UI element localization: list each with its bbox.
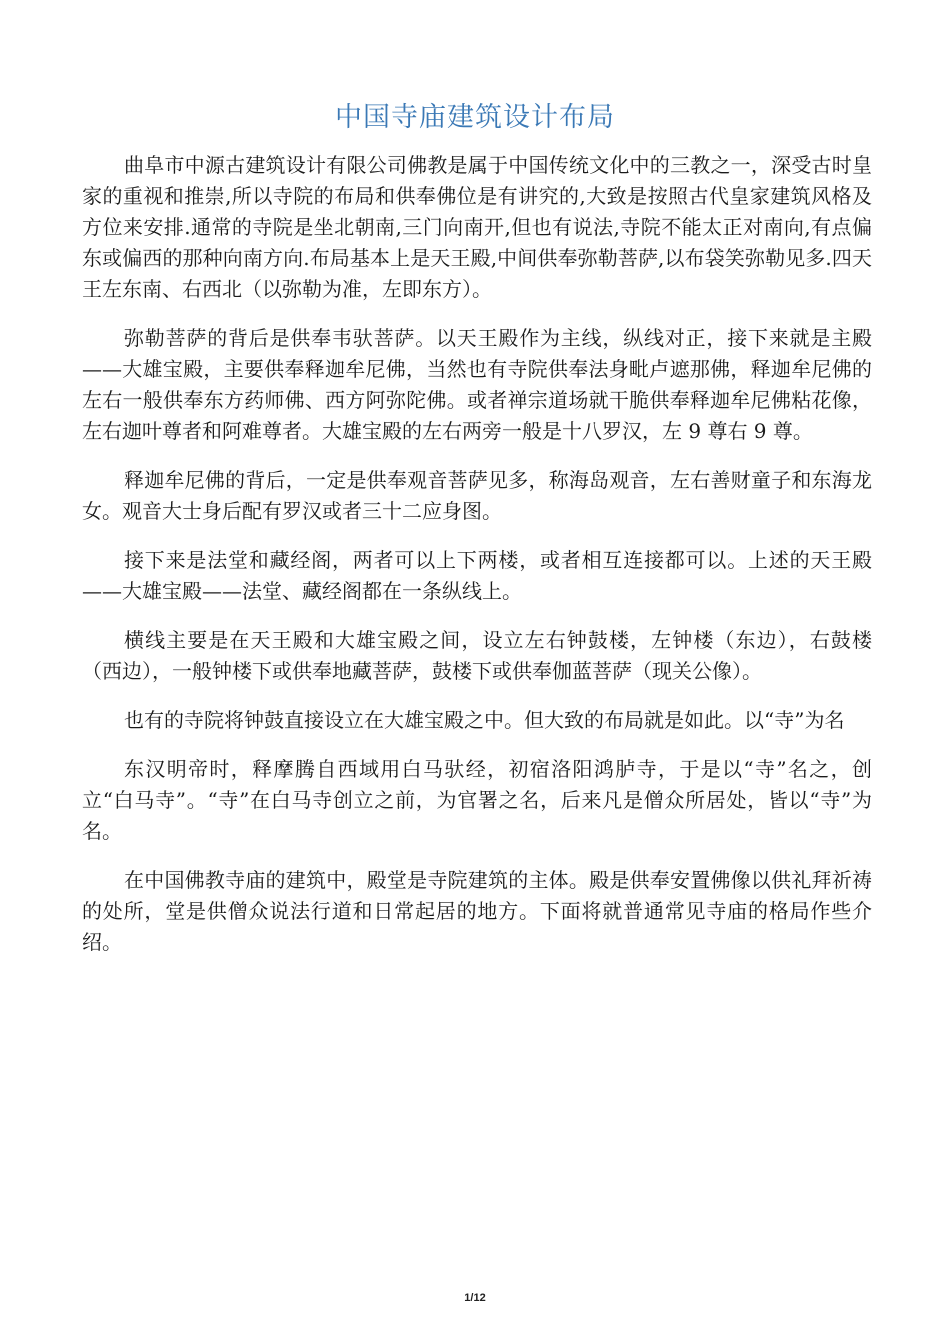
- paragraph-4: 接下来是法堂和藏经阁，两者可以上下两楼，或者相互连接都可以。上述的天王殿——大雄宝殿——法堂、藏经阁都在一条纵线上。: [82, 548, 872, 603]
- paragraph-7: 东汉明帝时，释摩腾自西域用白马驮经，初宿洛阳鸿胪寺，于是以“寺”名之，创立“白马寺”。“寺”在白马寺创立之前，为官署之名，后来凡是僧众所居处，皆以“寺”为名。: [82, 757, 872, 843]
- paragraph-8: 在中国佛教寺庙的建筑中，殿堂是寺院建筑的主体。殿是供奉安置佛像以供礼拜祈祷的处所，堂是供僧众说法行道和日常起居的地方。下面将就普通常见寺庙的格局作些介绍。: [82, 868, 872, 954]
- page-title: 中国寺庙建筑设计布局: [335, 102, 615, 133]
- paragraph-3: 释迦牟尼佛的背后，一定是供奉观音菩萨见多，称海岛观音，左右善财童子和东海龙女。观音大士身后配有罗汉或者三十二应身图。: [82, 468, 872, 523]
- paragraph-1: 曲阜市中源古建筑设计有限公司佛教是属于中国传统文化中的三教之一，深受古时皇家的重视和推崇,所以寺院的布局和供奉佛位是有讲究的,大致是按照古代皇家建筑风格及方位来安排.通常的寺院是坐北朝南,三门向南开,但也有说法,寺院不能太正对南向,有点偏东或偏西的那种向南方向.布局基本上是天王殿,中间供奉弥勒菩萨,以布袋笑弥勒见多.四天王左东南、右西北（以弥勒为准，左即东方）。: [82, 153, 872, 301]
- paragraph-6: 也有的寺院将钟鼓直接设立在大雄宝殿之中。但大致的布局就是如此。以“寺”为名: [124, 708, 845, 732]
- document-body: [82, 150, 872, 976]
- paragraph-2: 弥勒菩萨的背后是供奉韦驮菩萨。以天王殿作为主线，纵线对正，接下来就是主殿——大雄宝殿，主要供奉释迦牟尼佛，当然也有寺院供奉法身毗卢遮那佛，释迦牟尼佛的左右一般供奉东方药师佛、西方阿弥陀佛。或者禅宗道场就干脆供奉释迦牟尼佛粘花像，左右迦叶尊者和阿难尊者。大雄宝殿的左右两旁一般是十八罗汉，左 9 尊右 9 尊。: [82, 326, 872, 443]
- page-number: 1/12: [464, 1292, 486, 1304]
- paragraph-5: 横线主要是在天王殿和大雄宝殿之间，设立左右钟鼓楼，左钟楼（东边），右鼓楼（西边），一般钟楼下或供奉地藏菩萨，鼓楼下或供奉伽蓝菩萨（现关公像）。: [82, 628, 872, 683]
